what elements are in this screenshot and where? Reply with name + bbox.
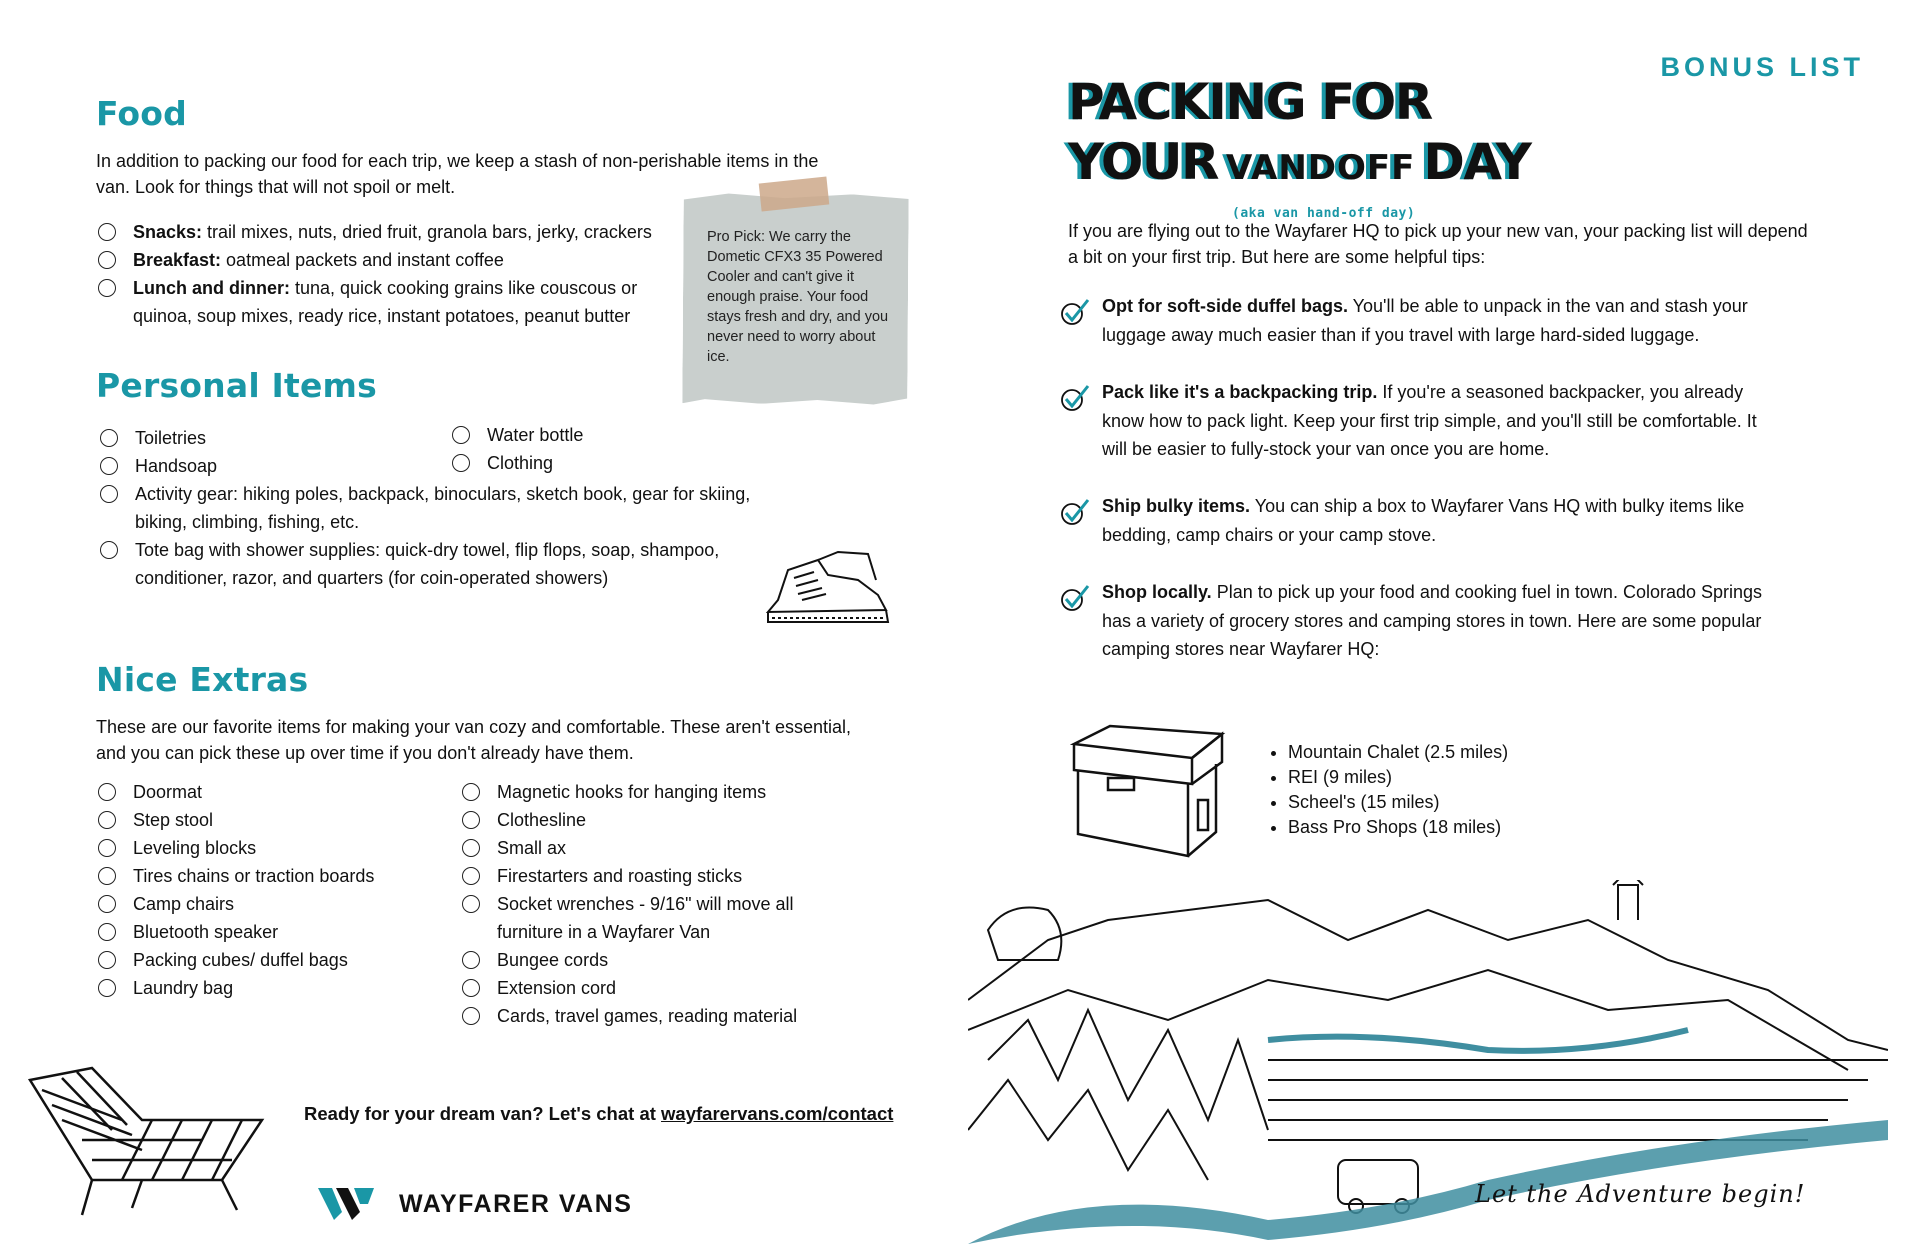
check-circle-icon: [1060, 384, 1090, 412]
list-item[interactable]: Socket wrenches - 9/16" will move all furniture in a Wayfarer Van: [462, 890, 802, 946]
title-subtitle: (aka van hand-off day): [1232, 206, 1416, 221]
list-item: • Bass Pro Shops (18 miles): [1288, 815, 1508, 840]
page-title: PACKING FOR YOUR VANDOFF DAY (aka van hand-off day): [1068, 72, 1531, 198]
checkbox-icon[interactable]: [462, 867, 480, 885]
stores-list: [1266, 740, 1508, 840]
camp-chair-icon: [22, 1060, 267, 1220]
check-circle-icon: [1060, 584, 1090, 612]
list-item[interactable]: Step stool: [98, 806, 418, 834]
list-item[interactable]: Tote bag with shower supplies: quick-dry towel, flip flops, soap, shampoo, conditioner, razor, and quarters (for coin-operated showers): [100, 536, 800, 592]
food-heading: Food: [96, 94, 187, 133]
list-item[interactable]: Camp chairs: [98, 890, 418, 918]
check-circle-icon: [1060, 498, 1090, 526]
tip-item: Pack like it's a backpacking trip. If you're a seasoned backpacker, you already know how to pack light. Keep your first trip simple, and you'll still be comfortable. It will be easier to fully-stock your van once you are home.: [1060, 378, 1780, 464]
wayfarer-logo-icon: [316, 1184, 376, 1224]
checkbox-icon[interactable]: [98, 867, 116, 885]
checkbox-icon[interactable]: [462, 895, 480, 913]
checkbox-icon[interactable]: [98, 895, 116, 913]
cooler-icon: [1070, 722, 1230, 862]
personal-heading: Personal Items: [96, 366, 377, 405]
extras-checklist-col1: [98, 778, 418, 1002]
extras-intro: These are our favorite items for making your van cozy and comfortable. These aren't essential, and you can pick these up over time if you don't already have them.: [96, 717, 851, 763]
signature-text: Let the Adventure begin!: [1475, 1180, 1806, 1208]
checkbox-icon[interactable]: [100, 485, 118, 503]
list-item[interactable]: Bluetooth speaker: [98, 918, 418, 946]
list-item[interactable]: Leveling blocks: [98, 834, 418, 862]
list-item[interactable]: Packing cubes/ duffel bags: [98, 946, 418, 974]
list-item[interactable]: Doormat: [98, 778, 418, 806]
checkbox-icon[interactable]: [100, 457, 118, 475]
vandoff-intro: If you are flying out to the Wayfarer HQ to pick up your new van, your packing list will depend a bit on your first trip. But here are some helpful tips:: [1068, 221, 1808, 267]
checkbox-icon[interactable]: [462, 951, 480, 969]
tip-item: Ship bulky items. You can ship a box to Wayfarer Vans HQ with bulky items like bedding, camp chairs or your camp stove.: [1060, 492, 1780, 549]
list-item[interactable]: Clothing: [452, 449, 772, 477]
tip-item: Opt for soft-side duffel bags. You'll be able to unpack in the van and stash your luggage away much easier than if you travel with large hard-sided luggage.: [1060, 292, 1780, 349]
personal-checklist-col1: [100, 424, 420, 480]
contact-cta: Ready for your dream van? Let's chat at wayfarervans.com/contact: [304, 1103, 894, 1124]
checkbox-icon[interactable]: [98, 811, 116, 829]
checkbox-icon[interactable]: [98, 979, 116, 997]
hiking-boot-icon: [758, 540, 908, 630]
personal-checklist-wide: [100, 480, 800, 592]
checkbox-icon[interactable]: [98, 923, 116, 941]
check-circle-icon: [1060, 298, 1090, 326]
tip-item: Shop locally. Plan to pick up your food and cooking fuel in town. Colorado Springs has a variety of grocery stores and camping stores in town. Here are some popular camping stores near Wayfarer HQ:: [1060, 578, 1780, 664]
food-intro: In addition to packing our food for each trip, we keep a stash of non-perishable items in the van. Look for things that will not spoil or melt.: [96, 151, 819, 197]
checkbox-icon[interactable]: [98, 783, 116, 801]
food-checklist: [98, 218, 678, 330]
checkbox-icon[interactable]: [462, 783, 480, 801]
list-item[interactable]: Laundry bag: [98, 974, 418, 1002]
checkbox-icon[interactable]: [100, 541, 118, 559]
list-item[interactable]: Small ax: [462, 834, 802, 862]
list-item[interactable]: Snacks: trail mixes, nuts, dried fruit, granola bars, jerky, crackers: [98, 218, 678, 246]
checkbox-icon[interactable]: [462, 1007, 480, 1025]
list-item[interactable]: Lunch and dinner: tuna, quick cooking grains like couscous or quinoa, soup mixes, ready rice, instant potatoes, peanut butter: [98, 274, 678, 330]
list-item[interactable]: Firestarters and roasting sticks: [462, 862, 802, 890]
list-item: • Mountain Chalet (2.5 miles): [1288, 740, 1508, 765]
checkbox-icon[interactable]: [98, 251, 116, 269]
checkbox-icon[interactable]: [452, 426, 470, 444]
checkbox-icon[interactable]: [98, 839, 116, 857]
checkbox-icon[interactable]: [452, 454, 470, 472]
checkbox-icon[interactable]: [98, 279, 116, 297]
extras-heading: Nice Extras: [96, 660, 309, 699]
checkbox-icon[interactable]: [462, 811, 480, 829]
list-item[interactable]: Clothesline: [462, 806, 802, 834]
bonus-label: BONUS LIST: [1660, 52, 1864, 82]
list-item[interactable]: Breakfast: oatmeal packets and instant coffee: [98, 246, 678, 274]
brand-name: WAYFARER VANS: [399, 1190, 633, 1218]
list-item[interactable]: Water bottle: [452, 421, 772, 449]
checkbox-icon[interactable]: [98, 951, 116, 969]
pro-pick-text: Pro Pick: We carry the Dometic CFX3 35 Powered Cooler and can't give it enough praise. Your food stays fresh and dry, and you never need to worry about ice.: [707, 229, 889, 365]
list-item[interactable]: Bungee cords: [462, 946, 802, 974]
list-item[interactable]: Tires chains or traction boards: [98, 862, 418, 890]
extras-checklist-col2: [462, 778, 802, 1030]
checkbox-icon[interactable]: [462, 979, 480, 997]
list-item[interactable]: Cards, travel games, reading material: [462, 1002, 802, 1030]
list-item: • Scheel's (15 miles): [1288, 790, 1508, 815]
list-item[interactable]: Toiletries: [100, 424, 420, 452]
list-item[interactable]: Extension cord: [462, 974, 802, 1002]
list-item[interactable]: Handsoap: [100, 452, 420, 480]
list-item[interactable]: Activity gear: hiking poles, backpack, binoculars, sketch book, gear for skiing, biking, climbing, fishing, etc.: [100, 480, 800, 536]
list-item[interactable]: Magnetic hooks for hanging items: [462, 778, 802, 806]
contact-link[interactable]: wayfarervans.com/contact: [661, 1103, 894, 1124]
list-item: • REI (9 miles): [1288, 765, 1508, 790]
checkbox-icon[interactable]: [98, 223, 116, 241]
personal-checklist-col2: [452, 421, 772, 477]
checkbox-icon[interactable]: [462, 839, 480, 857]
checkbox-icon[interactable]: [100, 429, 118, 447]
